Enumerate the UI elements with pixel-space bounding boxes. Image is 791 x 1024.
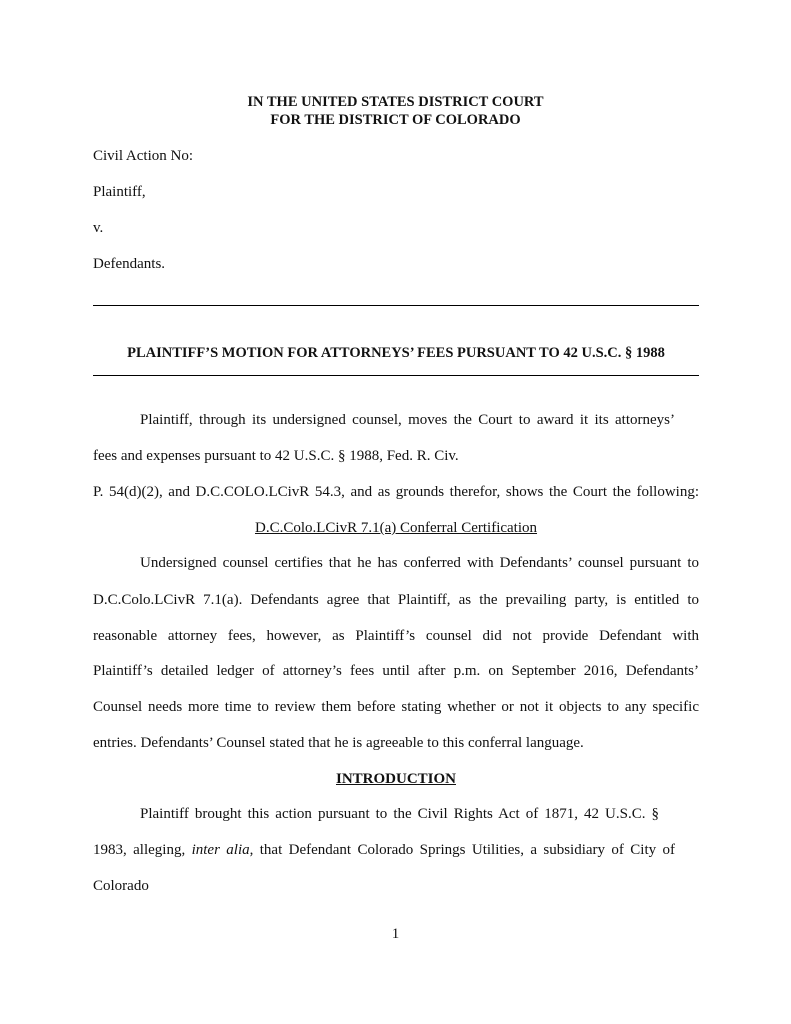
conferral-line-3: reasonable attorney fees, however, as Plaintiff’s counsel did not provide Defendant with: [93, 628, 699, 644]
versus-caption: v.: [93, 220, 104, 236]
conferral-line-6: entries. Defendants’ Counsel stated that he is agreeable to this conferral language.: [93, 735, 584, 751]
motion-title: PLAINTIFF’S MOTION FOR ATTORNEYS’ FEES PURSUANT TO 42 U.S.C. § 1988: [127, 345, 665, 361]
civil-action-number: Civil Action No:: [93, 148, 194, 164]
conferral-heading: D.C.Colo.LCivR 7.1(a) Conferral Certification: [254, 520, 538, 536]
intro-paragraph-line-3: P. 54(d)(2), and D.C.COLO.LCivR 54.3, and as grounds therefor, shows the Court the following:: [93, 484, 699, 500]
conferral-line-1: Undersigned counsel certifies that he has conferred with Defendants’ counsel pursuant to: [140, 555, 699, 571]
introduction-line-2-italic: inter alia: [191, 842, 250, 858]
introduction-line-3: Colorado: [93, 878, 149, 894]
introduction-line-2: [93, 840, 675, 860]
page-number: 1: [391, 926, 400, 942]
introduction-heading: INTRODUCTION: [335, 771, 456, 787]
court-name-line-1: IN THE UNITED STATES DISTRICT COURT: [247, 94, 544, 110]
plaintiff-caption: Plaintiff,: [93, 184, 146, 200]
caption-divider-top: [93, 305, 699, 306]
court-name-line-2: FOR THE DISTRICT OF COLORADO: [270, 112, 521, 128]
intro-paragraph-line-2: fees and expenses pursuant to 42 U.S.C. § 1988, Fed. R. Civ.: [93, 448, 459, 464]
conferral-line-5: Counsel needs more time to review them before stating whether or not it objects to any specific: [93, 699, 699, 715]
caption-divider-bottom: [93, 375, 699, 376]
introduction-line-2-end: , that Defendant Colorado Springs Utilities, a subsidiary of City of: [249, 842, 675, 858]
introduction-line-2-start: 1983, alleging,: [93, 842, 192, 858]
conferral-line-4: Plaintiff’s detailed ledger of attorney’s fees until after p.m. on September 2016, Defendants’: [93, 663, 699, 679]
conferral-line-2: D.C.Colo.LCivR 7.1(a). Defendants agree that Plaintiff, as the prevailing party, is entitled to: [93, 592, 699, 608]
defendants-caption: Defendants.: [93, 256, 166, 272]
introduction-line-1: Plaintiff brought this action pursuant to the Civil Rights Act of 1871, 42 U.S.C. §: [140, 806, 659, 822]
intro-paragraph-line-1: Plaintiff, through its undersigned counsel, moves the Court to award it its attorneys’: [140, 412, 675, 428]
